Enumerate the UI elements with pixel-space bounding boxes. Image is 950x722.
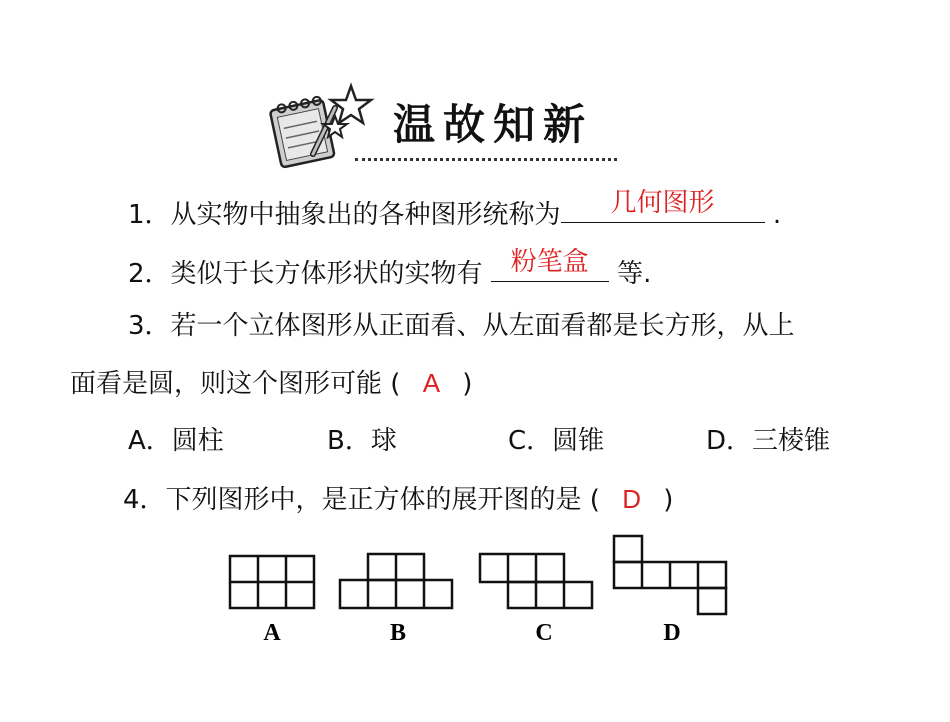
question-1-answer: 几何图形 (610, 188, 715, 218)
net-figure-b (340, 554, 452, 608)
question-1-blank (561, 188, 765, 223)
question-2-text: 2．类似于长方体形状的实物有 (128, 259, 483, 289)
cube-net-figures (220, 530, 740, 650)
question-3-line-1: 3．若一个立体图形从正面看、从左面看都是长方形，从上 (128, 311, 795, 341)
question-3-close: ) (462, 369, 473, 399)
question-3-answer: A (422, 368, 441, 398)
figure-label-a: A (263, 620, 281, 646)
question-2-answer: 粉笔盒 (510, 247, 589, 277)
question-1-end: . (772, 200, 782, 230)
question-4-answer: D (622, 484, 641, 514)
question-2-blank (491, 247, 609, 282)
question-1-text: 1．从实物中抽象出的各种图形统称为 (128, 200, 561, 230)
title-underline (355, 158, 617, 161)
question-4-close: ) (663, 485, 674, 515)
question-4-text: 4．下列图形中，是正方体的展开图的是 ( (123, 485, 600, 515)
net-figure-c (480, 554, 592, 608)
figure-label-b: B (389, 620, 407, 646)
question-3-option-c: C．圆锥 (508, 426, 605, 456)
question-3-text: 面看是圆，则这个图形可能 ( (70, 369, 401, 399)
net-figure-d (614, 536, 726, 614)
question-3-option-b: B．球 (327, 426, 397, 456)
question-4 (123, 486, 673, 513)
question-3-option-a: A．圆柱 (128, 426, 224, 456)
figure-label-c: C (535, 620, 553, 646)
question-1 (128, 188, 782, 230)
net-figure-a (230, 556, 314, 608)
section-title: 温故知新 (393, 100, 594, 149)
question-3-option-d: D．三棱锥 (706, 426, 831, 456)
question-2-end: 等. (617, 259, 652, 289)
question-2 (128, 247, 652, 289)
question-3-line-2 (70, 370, 472, 397)
figure-label-d: D (663, 620, 681, 646)
